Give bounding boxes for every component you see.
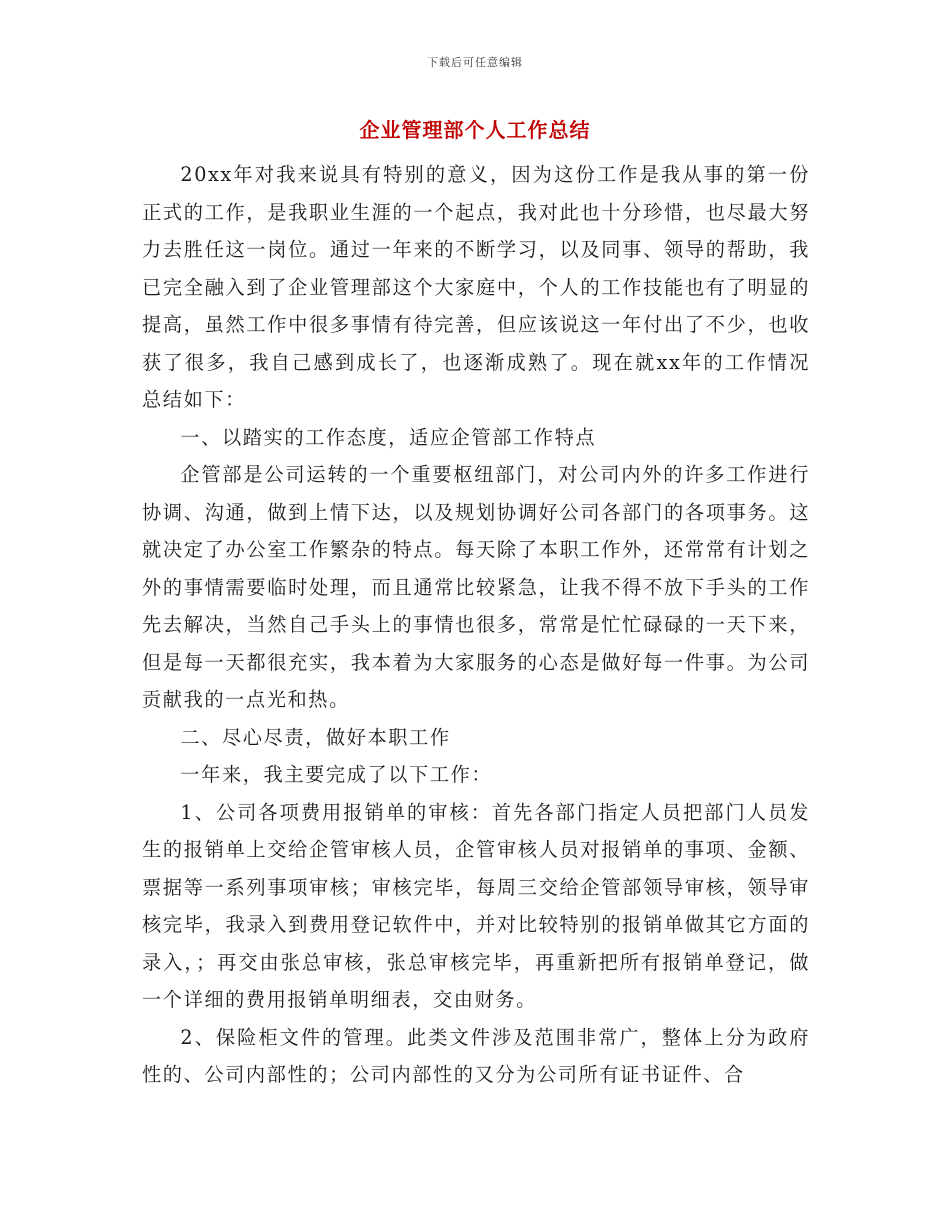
document-title: 企业管理部个人工作总结: [359, 118, 591, 142]
paragraph-work-list-intro: 一年来，我主要完成了以下工作：: [180, 763, 493, 786]
paragraph-intro: 20xx年对我来说具有特别的意义，因为这份工作是我从事的第一份正式的工作，是我职业生涯的一个起点，我对此也十分珍惜，也尽最大努力去胜任这一岗位。通过一年来的不断学习，以及同事、领导的帮助，我已完全融入到了企业管理部这个大家庭中，个人的工作技能也有了明显的提高，虽然工作中很多事情有待完善，但应该说这一年付出了不少，也收获了很多，我自己感到成长了，也逐渐成熟了。现在就xx年的工作情况总结如下：: [142, 163, 810, 411]
header-note: 下载后可任意编辑: [427, 56, 523, 69]
paragraph-item-2: 2、保险柜文件的管理。此类文件涉及范围非常广，整体上分为政府性的、公司内部性的；公司内部性的又分为公司所有证书证件、合: [142, 1025, 810, 1086]
section-heading-2: 二、尽心尽责，做好本职工作: [180, 725, 451, 749]
paragraph-section-1: 企管部是公司运转的一个重要枢纽部门，对公司内外的许多工作进行协调、沟通，做到上情下达，以及规划协调好公司各部门的各项事务。这就决定了办公室工作繁杂的特点。每天除了本职工作外，还常常有计划之外的事情需要临时处理，而且通常比较紧急，让我不得不放下手头的工作先去解决，当然自己手头上的事情也很多，常常是忙忙碌碌的一天下来，但是每一天都很充实，我本着为大家服务的心态是做好每一件事。为公司贡献我的一点光和热。: [142, 463, 810, 711]
paragraph-item-1: 1、公司各项费用报销单的审核：首先各部门指定人员把部门人员发生的报销单上交给企管审核人员，企管审核人员对报销单的事项、金额、票据等一系列事项审核；审核完毕，每周三交给企管部领导审核，领导审核完毕，我录入到费用登记软件中，并对比较特别的报销单做其它方面的录入，；再交由张总审核，张总审核完毕，再重新把所有报销单登记，做一个详细的费用报销单明细表，交由财务。: [142, 800, 810, 1011]
section-heading-1: 一、以踏实的工作态度，适应企管部工作特点: [180, 425, 597, 449]
document-body: [142, 156, 810, 1094]
